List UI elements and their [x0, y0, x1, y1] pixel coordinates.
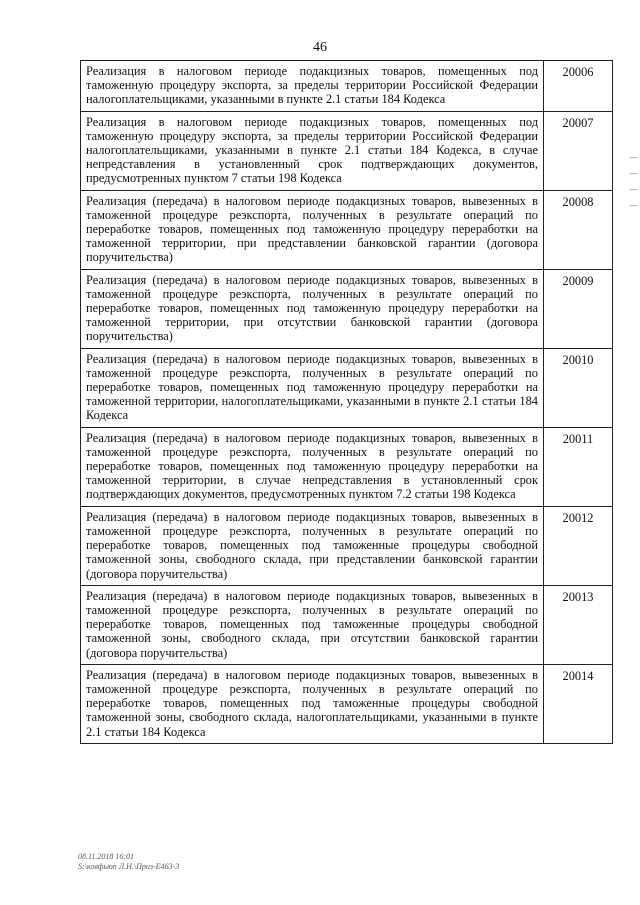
operation-code: 20010 — [544, 348, 613, 427]
operation-code: 20013 — [544, 585, 613, 664]
table-row — [81, 111, 613, 190]
table-row — [81, 427, 613, 506]
margin-mark: — — [629, 185, 638, 195]
operation-description: Реализация (передача) в налоговом периоде подакцизных товаров, вывезенных в таможенной процедуре реэкспорта, полученных в результате операций по переработке товаров, помещенных под таможенную процедуру переработки на таможенной территории, налогоплательщиками, указанными в пункте 2.1 статьи 184 Кодекса — [81, 348, 544, 427]
operation-code: 20014 — [544, 664, 613, 743]
page-number: 46 — [313, 40, 327, 55]
operation-code: 20012 — [544, 506, 613, 585]
operation-code: 20007 — [544, 111, 613, 190]
operation-description: Реализация (передача) в налоговом периоде подакцизных товаров, вывезенных в таможенной процедуре реэкспорта, полученных в результате операций по переработке товаров, помещенных под таможенную процедуру переработки на таможенной территории, в случае непредставления в установленный срок подтверждающих документов, предусмотренных пунктом 7.2 статьи 198 Кодекса — [81, 427, 544, 506]
document-footer — [78, 852, 179, 872]
footer-file-path: S:\ковфьюп Л.Н.\Приз-Е463-3 — [78, 862, 180, 871]
operation-description: Реализация (передача) в налоговом периоде подакцизных товаров, вывезенных в таможенной процедуре реэкспорта, полученных в результате операций по переработке товаров, помещенных под таможенные процедуры свободной таможенной зоны, свободного склада, при отсутствии банковской гарантии (договора поручительства) — [81, 585, 544, 664]
table-row — [81, 61, 613, 112]
margin-mark: — — [629, 201, 638, 211]
operation-code: 20009 — [544, 269, 613, 348]
table-row — [81, 190, 613, 269]
footer-timestamp: 08.11.2018 16:01 — [78, 852, 135, 861]
operation-description: Реализация (передача) в налоговом периоде подакцизных товаров, вывезенных в таможенной процедуре реэкспорта, полученных в результате операций по переработке товаров, помещенных под таможенную процедуру переработки на таможенной территории, при отсутствии банковской гарантии (договора поручительства) — [81, 269, 544, 348]
operation-description: Реализация в налоговом периоде подакцизных товаров, помещенных под таможенную процедуру экспорта, за пределы территории Российской Федерации налогоплательщиками, указанными в пункте 2.1 статьи 184 Кодекса — [81, 61, 544, 112]
table-row — [81, 664, 613, 743]
margin-mark: — — [629, 153, 638, 163]
margin-marks — [629, 150, 638, 214]
operation-code: 20008 — [544, 190, 613, 269]
margin-mark: — — [629, 169, 638, 179]
operation-code: 20006 — [544, 61, 613, 112]
operation-description: Реализация в налоговом периоде подакцизных товаров, помещенных под таможенную процедуру экспорта, за пределы территории Российской Федерации налогоплательщиками, указанными в пункте 2.1 статьи 184 Кодекса, в случае непредставления в установленный срок подтверждающих документов, предусмотренных пунктом 7 статьи 198 Кодекса — [81, 111, 544, 190]
table-row — [81, 269, 613, 348]
table-row — [81, 585, 613, 664]
operation-description: Реализация (передача) в налоговом периоде подакцизных товаров, вывезенных в таможенной процедуре реэкспорта, полученных в результате операций по переработке товаров, помещенных под таможенные процедуры свободной таможенной зоны, свободного склада, налогоплательщиками, указанными в пункте 2.1 статьи 184 Кодекса — [81, 664, 544, 743]
operation-description: Реализация (передача) в налоговом периоде подакцизных товаров, вывезенных в таможенной процедуре реэкспорта, полученных в результате операций по переработке товаров, помещенных под таможенную процедуру переработки на таможенной территории, при представлении банковской гарантии (договора поручительства) — [81, 190, 544, 269]
table-row — [81, 506, 613, 585]
operation-code: 20011 — [544, 427, 613, 506]
table-row — [81, 348, 613, 427]
codes-table — [80, 60, 613, 744]
operation-description: Реализация (передача) в налоговом периоде подакцизных товаров, вывезенных в таможенной процедуре реэкспорта, полученных в результате операций по переработке товаров, помещенных под таможенные процедуры свободной таможенной зоны, свободного склада, при представлении банковской гарантии (договора поручительства) — [81, 506, 544, 585]
